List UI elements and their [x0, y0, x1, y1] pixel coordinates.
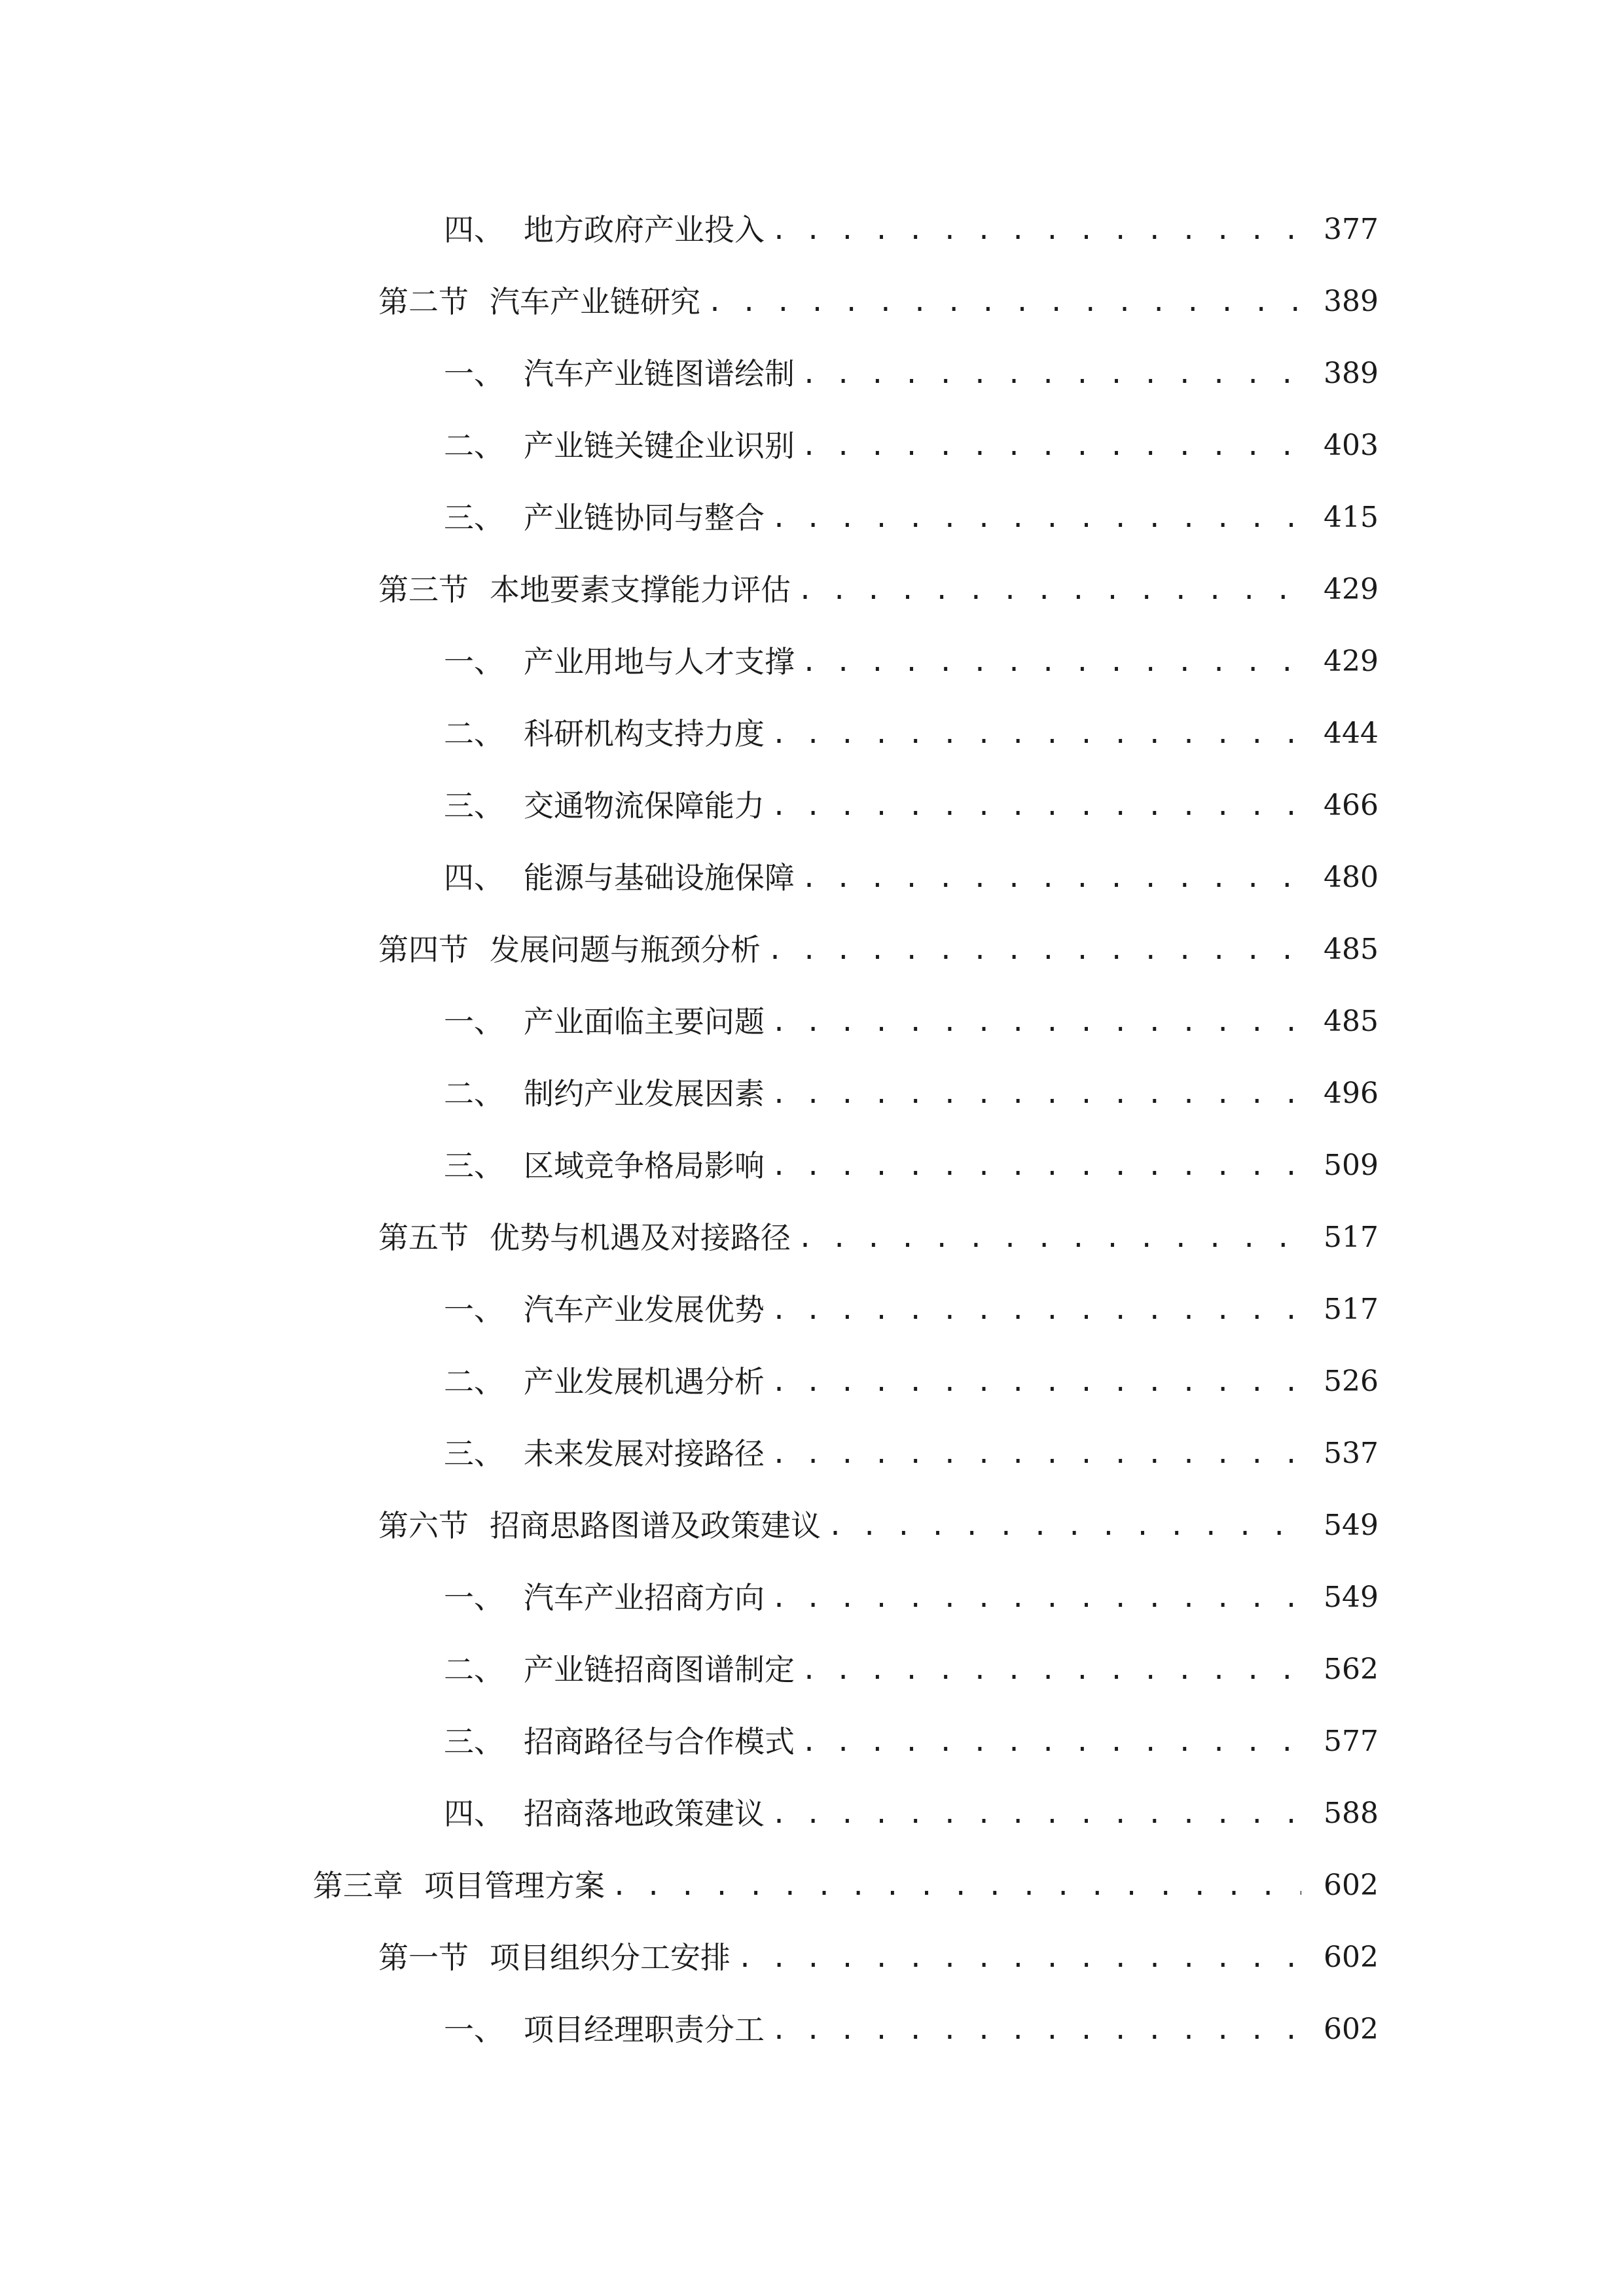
dot-leader	[771, 719, 1301, 749]
toc-entry[interactable]	[0, 1706, 1624, 1778]
toc-entry[interactable]	[0, 338, 1624, 410]
toc-entry-number: 三、	[444, 1436, 504, 1471]
toc-entry-title: 汽车产业链研究	[490, 284, 700, 319]
toc-entry-page: 403	[1324, 429, 1379, 462]
toc-entry-page: 389	[1324, 285, 1379, 318]
toc-entry-number: 一、	[444, 1292, 504, 1327]
toc-entry-page: 480	[1324, 861, 1379, 894]
toc-entry-page: 429	[1324, 645, 1379, 678]
toc-entry-page: 496	[1324, 1077, 1379, 1110]
dot-leader	[771, 1583, 1301, 1613]
dot-leader	[801, 863, 1301, 893]
dot-leader	[797, 575, 1301, 605]
toc-entry-number: 四、	[444, 860, 504, 895]
toc-entry-page: 537	[1324, 1437, 1379, 1470]
dot-leader	[801, 431, 1301, 461]
toc-entry[interactable]	[0, 1562, 1624, 1634]
toc-entry-number: 第四节	[378, 932, 469, 967]
toc-entry-title: 项目管理方案	[424, 1868, 605, 1903]
toc-entry-number: 二、	[444, 1652, 504, 1687]
toc-entry[interactable]	[0, 410, 1624, 482]
toc-entry-number: 第三节	[378, 572, 469, 607]
toc-entry-title: 发展问题与瓶颈分析	[490, 932, 761, 967]
toc-entry-number: 第六节	[378, 1508, 469, 1543]
dot-leader	[771, 503, 1301, 533]
toc-entry-number: 一、	[444, 1580, 504, 1615]
toc-entry-title: 招商思路图谱及政策建议	[490, 1508, 821, 1543]
toc-entry-number: 一、	[444, 644, 504, 679]
toc-entry[interactable]	[0, 626, 1624, 698]
toc-entry[interactable]	[0, 1922, 1624, 1994]
toc-entry[interactable]	[0, 1274, 1624, 1346]
toc-entry[interactable]	[0, 1418, 1624, 1490]
toc-entry[interactable]	[0, 698, 1624, 770]
toc-entry-page: 377	[1324, 213, 1379, 246]
toc-entry-number: 一、	[444, 1004, 504, 1039]
toc-entry[interactable]	[0, 1202, 1624, 1274]
dot-leader	[771, 791, 1301, 821]
toc-entry-title: 项目经理职责分工	[524, 2012, 765, 2047]
toc-entry[interactable]	[0, 842, 1624, 914]
toc-entry[interactable]	[0, 1490, 1624, 1562]
toc-entry-number: 三、	[444, 788, 504, 823]
table-of-contents	[0, 194, 1624, 2066]
dot-leader	[771, 1079, 1301, 1109]
toc-entry-page: 602	[1324, 1941, 1379, 1974]
toc-entry-page: 466	[1324, 789, 1379, 822]
toc-entry-title: 科研机构支持力度	[524, 716, 765, 751]
toc-entry-page: 526	[1324, 1365, 1379, 1398]
toc-entry-title: 产业发展机遇分析	[524, 1364, 765, 1399]
toc-entry-number: 一、	[444, 356, 504, 391]
toc-entry[interactable]	[0, 1778, 1624, 1850]
toc-entry-title: 产业用地与人才支撑	[524, 644, 795, 679]
toc-entry-number: 二、	[444, 1364, 504, 1399]
toc-entry-title: 本地要素支撑能力评估	[490, 572, 791, 607]
toc-entry-page: 485	[1324, 933, 1379, 966]
dot-leader	[771, 1007, 1301, 1037]
toc-entry-number: 第二节	[378, 284, 469, 319]
toc-entry-page: 389	[1324, 357, 1379, 390]
toc-entry[interactable]	[0, 266, 1624, 338]
toc-entry-page: 517	[1324, 1293, 1379, 1326]
toc-entry[interactable]	[0, 770, 1624, 842]
toc-entry-page: 415	[1324, 501, 1379, 534]
toc-entry-title: 汽车产业招商方向	[524, 1580, 765, 1615]
toc-entry-page: 444	[1324, 717, 1379, 750]
toc-entry[interactable]	[0, 482, 1624, 554]
toc-entry-number: 第一节	[378, 1940, 469, 1975]
toc-entry-title: 交通物流保障能力	[524, 788, 765, 823]
dot-leader	[611, 1871, 1301, 1901]
toc-entry-page: 549	[1324, 1509, 1379, 1542]
toc-entry[interactable]	[0, 914, 1624, 986]
dot-leader	[771, 2015, 1301, 2045]
toc-entry-title: 地方政府产业投入	[524, 212, 765, 247]
toc-entry[interactable]	[0, 1634, 1624, 1706]
dot-leader	[771, 1799, 1301, 1829]
toc-entry-number: 二、	[444, 716, 504, 751]
dot-leader	[771, 215, 1301, 245]
toc-entry[interactable]	[0, 1058, 1624, 1130]
toc-entry-page: 588	[1324, 1797, 1379, 1830]
dot-leader	[827, 1511, 1301, 1541]
dot-leader	[771, 1367, 1301, 1397]
toc-entry-title: 能源与基础设施保障	[524, 860, 795, 895]
toc-entry-number: 四、	[444, 1796, 504, 1831]
toc-entry-page: 577	[1324, 1725, 1379, 1758]
toc-entry-number: 第三章	[313, 1868, 403, 1903]
toc-entry-title: 招商落地政策建议	[524, 1796, 765, 1831]
toc-entry[interactable]	[0, 986, 1624, 1058]
toc-entry-number: 三、	[444, 1724, 504, 1759]
toc-entry-page: 602	[1324, 2013, 1379, 2046]
toc-entry-title: 产业链关键企业识别	[524, 428, 795, 463]
toc-entry-title: 汽车产业链图谱绘制	[524, 356, 795, 391]
toc-entry[interactable]	[0, 1130, 1624, 1202]
dot-leader	[767, 935, 1301, 965]
dot-leader	[771, 1151, 1301, 1181]
toc-entry-number: 二、	[444, 1076, 504, 1111]
toc-entry-number: 二、	[444, 428, 504, 463]
dot-leader	[737, 1943, 1301, 1973]
toc-entry-number: 三、	[444, 1148, 504, 1183]
toc-entry[interactable]	[0, 554, 1624, 626]
dot-leader	[771, 1439, 1301, 1469]
dot-leader	[801, 359, 1301, 389]
toc-entry[interactable]	[0, 1346, 1624, 1418]
toc-entry-title: 产业面临主要问题	[524, 1004, 765, 1039]
toc-entry-page: 562	[1324, 1653, 1379, 1686]
toc-entry-title: 产业链招商图谱制定	[524, 1652, 795, 1687]
dot-leader	[801, 1655, 1301, 1685]
toc-entry[interactable]	[0, 1994, 1624, 2066]
toc-entry-number: 三、	[444, 500, 504, 535]
toc-entry-title: 区域竞争格局影响	[524, 1148, 765, 1183]
toc-entry-title: 招商路径与合作模式	[524, 1724, 795, 1759]
dot-leader	[707, 287, 1301, 317]
toc-entry-title: 汽车产业发展优势	[524, 1292, 765, 1327]
dot-leader	[801, 1727, 1301, 1757]
toc-entry[interactable]	[0, 1850, 1624, 1922]
toc-entry-title: 未来发展对接路径	[524, 1436, 765, 1471]
dot-leader	[801, 647, 1301, 677]
toc-entry-page: 517	[1324, 1221, 1379, 1254]
toc-entry-number: 第五节	[378, 1220, 469, 1255]
dot-leader	[771, 1295, 1301, 1325]
toc-entry-page: 429	[1324, 573, 1379, 606]
toc-entry-page: 549	[1324, 1581, 1379, 1614]
toc-entry-title: 优势与机遇及对接路径	[490, 1220, 791, 1255]
toc-entry[interactable]	[0, 194, 1624, 266]
toc-entry-title: 产业链协同与整合	[524, 500, 765, 535]
toc-entry-title: 项目组织分工安排	[490, 1940, 731, 1975]
toc-entry-page: 485	[1324, 1005, 1379, 1038]
toc-entry-page: 509	[1324, 1149, 1379, 1182]
toc-entry-page: 602	[1324, 1869, 1379, 1902]
toc-entry-number: 四、	[444, 212, 504, 247]
toc-entry-title: 制约产业发展因素	[524, 1076, 765, 1111]
toc-entry-number: 一、	[444, 2012, 504, 2047]
dot-leader	[797, 1223, 1301, 1253]
